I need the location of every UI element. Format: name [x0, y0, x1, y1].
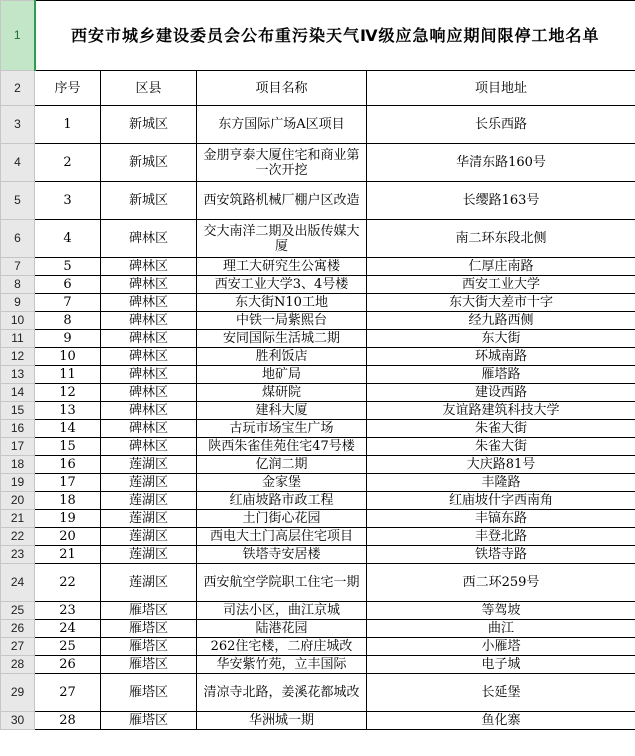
cell-project-address[interactable]: 仁厚庄南路 [367, 258, 635, 276]
cell-district[interactable]: 雁塔区 [101, 656, 197, 674]
row-number[interactable]: 28 [1, 656, 35, 674]
table-row [1, 492, 635, 510]
cell-district[interactable]: 莲湖区 [101, 564, 197, 602]
cell-project-name[interactable]: 西电大土门高层住宅项目 [197, 528, 367, 546]
table-row [1, 510, 635, 528]
row-number[interactable]: 27 [1, 638, 35, 656]
cell-project-name[interactable]: 西安筑路机械厂棚户区改造 [197, 182, 367, 220]
cell-district[interactable]: 莲湖区 [101, 546, 197, 564]
row-number[interactable]: 23 [1, 546, 35, 564]
cell-project-address[interactable]: 鱼化寨 [367, 712, 635, 730]
row-number[interactable]: 20 [1, 492, 35, 510]
row-number[interactable]: 21 [1, 510, 35, 528]
table-row [1, 384, 635, 402]
cell-district[interactable]: 碑林区 [101, 312, 197, 330]
cell-project-name[interactable]: 安同国际生活城二期 [197, 330, 367, 348]
row-number[interactable]: 4 [1, 144, 35, 182]
row-number[interactable]: 7 [1, 258, 35, 276]
cell-project-address[interactable]: 长延堡 [367, 674, 635, 712]
cell-no[interactable]: 3 [35, 182, 101, 220]
row-number[interactable]: 24 [1, 564, 35, 602]
row-number[interactable]: 22 [1, 528, 35, 546]
cell-no[interactable]: 6 [35, 276, 101, 294]
cell-no[interactable]: 8 [35, 312, 101, 330]
table-row [1, 712, 635, 730]
table-row [1, 258, 635, 276]
page-title[interactable]: 西安市城乡建设委员会公布重污染天气Ⅳ级应急响应期间限停工地名单 [35, 1, 635, 71]
table-row [1, 656, 635, 674]
cell-district[interactable]: 碑林区 [101, 384, 197, 402]
cell-district[interactable]: 碑林区 [101, 366, 197, 384]
cell-district[interactable]: 雁塔区 [101, 602, 197, 620]
cell-no[interactable]: 26 [35, 656, 101, 674]
cell-project-address[interactable]: 小雁塔 [367, 638, 635, 656]
table-row [1, 402, 635, 420]
cell-project-name[interactable]: 金家堡 [197, 474, 367, 492]
cell-project-address[interactable]: 东大街 [367, 330, 635, 348]
header-project-address[interactable]: 项目地址 [367, 71, 635, 106]
cell-project-name[interactable]: 建科大厦 [197, 402, 367, 420]
table-row [1, 602, 635, 620]
row-number[interactable]: 18 [1, 456, 35, 474]
cell-no[interactable]: 21 [35, 546, 101, 564]
row-number[interactable]: 11 [1, 330, 35, 348]
cell-project-address[interactable]: 电子城 [367, 656, 635, 674]
cell-project-name[interactable]: 地矿局 [197, 366, 367, 384]
table-row [1, 144, 635, 182]
cell-no[interactable]: 1 [35, 106, 101, 144]
header-no[interactable]: 序号 [35, 71, 101, 106]
cell-project-address[interactable]: 丰隆路 [367, 474, 635, 492]
cell-no[interactable]: 27 [35, 674, 101, 712]
cell-project-address[interactable]: 大庆路81号 [367, 456, 635, 474]
title-row [1, 1, 635, 71]
cell-no[interactable]: 19 [35, 510, 101, 528]
cell-district[interactable]: 碑林区 [101, 276, 197, 294]
table-row [1, 106, 635, 144]
cell-no[interactable]: 15 [35, 438, 101, 456]
cell-no[interactable]: 4 [35, 220, 101, 258]
cell-no[interactable]: 10 [35, 348, 101, 366]
cell-project-address[interactable]: 友谊路建筑科技大学 [367, 402, 635, 420]
cell-no[interactable]: 9 [35, 330, 101, 348]
cell-district[interactable]: 碑林区 [101, 402, 197, 420]
cell-no[interactable]: 11 [35, 366, 101, 384]
cell-project-address[interactable]: 丰登北路 [367, 528, 635, 546]
row-number[interactable]: 8 [1, 276, 35, 294]
cell-district[interactable]: 新城区 [101, 144, 197, 182]
row-number[interactable]: 6 [1, 220, 35, 258]
cell-project-address[interactable]: 环城南路 [367, 348, 635, 366]
header-row [1, 71, 635, 106]
cell-no[interactable]: 23 [35, 602, 101, 620]
table-row [1, 546, 635, 564]
row-number[interactable]: 10 [1, 312, 35, 330]
cell-no[interactable]: 5 [35, 258, 101, 276]
cell-project-name[interactable]: 古玩市场宝生广场 [197, 420, 367, 438]
cell-project-name[interactable]: 清凉寺北路，姜溪花都城改 [197, 674, 367, 712]
row-number[interactable]: 19 [1, 474, 35, 492]
cell-district[interactable]: 莲湖区 [101, 456, 197, 474]
row-number[interactable]: 17 [1, 438, 35, 456]
cell-project-address[interactable]: 建设西路 [367, 384, 635, 402]
cell-project-name[interactable]: 煤研院 [197, 384, 367, 402]
cell-project-name[interactable]: 铁塔寺安居楼 [197, 546, 367, 564]
cell-district[interactable]: 碑林区 [101, 420, 197, 438]
cell-district[interactable]: 碑林区 [101, 438, 197, 456]
cell-project-name[interactable]: 中铁一局紫熙台 [197, 312, 367, 330]
cell-project-name[interactable]: 交大南洋二期及出版传媒大厦 [197, 220, 367, 258]
cell-no[interactable]: 22 [35, 564, 101, 602]
row-number[interactable]: 15 [1, 402, 35, 420]
cell-project-address[interactable]: 铁塔寺路 [367, 546, 635, 564]
table-row [1, 638, 635, 656]
table-row [1, 528, 635, 546]
cell-no[interactable]: 12 [35, 384, 101, 402]
cell-no[interactable]: 14 [35, 420, 101, 438]
table-row [1, 276, 635, 294]
cell-district[interactable]: 雁塔区 [101, 638, 197, 656]
cell-project-address[interactable]: 等驾坡 [367, 602, 635, 620]
row-number[interactable]: 9 [1, 294, 35, 312]
cell-project-name[interactable]: 司法小区，曲江京城 [197, 602, 367, 620]
table-row [1, 620, 635, 638]
cell-project-name[interactable]: 262住宅楼，二府庄城改 [197, 638, 367, 656]
header-project-name[interactable]: 项目名称 [197, 71, 367, 106]
cell-district[interactable]: 新城区 [101, 182, 197, 220]
cell-no[interactable]: 7 [35, 294, 101, 312]
table-row [1, 674, 635, 712]
cell-project-name[interactable]: 东方国际广场A区项目 [197, 106, 367, 144]
table-row [1, 182, 635, 220]
header-district[interactable]: 区县 [101, 71, 197, 106]
cell-project-address[interactable]: 西二环259号 [367, 564, 635, 602]
row-number[interactable]: 30 [1, 712, 35, 730]
row-number[interactable]: 14 [1, 384, 35, 402]
table-row [1, 474, 635, 492]
cell-project-address[interactable]: 华清东路160号 [367, 144, 635, 182]
cell-district[interactable]: 莲湖区 [101, 510, 197, 528]
cell-district[interactable]: 新城区 [101, 106, 197, 144]
table-row [1, 312, 635, 330]
cell-no[interactable]: 17 [35, 474, 101, 492]
cell-project-address[interactable]: 东大街大差市十字 [367, 294, 635, 312]
cell-no[interactable]: 24 [35, 620, 101, 638]
cell-district[interactable]: 碑林区 [101, 220, 197, 258]
cell-district[interactable]: 碑林区 [101, 330, 197, 348]
row-number[interactable]: 12 [1, 348, 35, 366]
cell-project-name[interactable]: 胜利饭店 [197, 348, 367, 366]
cell-project-address[interactable]: 曲江 [367, 620, 635, 638]
table-row [1, 294, 635, 312]
row-number[interactable]: 1 [1, 1, 35, 71]
cell-district[interactable]: 碑林区 [101, 258, 197, 276]
table-row [1, 420, 635, 438]
cell-district[interactable]: 莲湖区 [101, 528, 197, 546]
cell-project-name[interactable]: 东大街N10工地 [197, 294, 367, 312]
cell-no[interactable]: 20 [35, 528, 101, 546]
cell-project-address[interactable]: 雁塔路 [367, 366, 635, 384]
table-row [1, 438, 635, 456]
row-number[interactable]: 13 [1, 366, 35, 384]
cell-project-address[interactable]: 西安工业大学 [367, 276, 635, 294]
cell-project-name[interactable]: 红庙坡路市政工程 [197, 492, 367, 510]
cell-project-address[interactable]: 丰镐东路 [367, 510, 635, 528]
cell-district[interactable]: 雁塔区 [101, 712, 197, 730]
cell-no[interactable]: 16 [35, 456, 101, 474]
cell-district[interactable]: 碑林区 [101, 294, 197, 312]
table-row [1, 366, 635, 384]
cell-project-address[interactable]: 长乐西路 [367, 106, 635, 144]
row-number[interactable]: 2 [1, 71, 35, 106]
table-row [1, 456, 635, 474]
row-number[interactable]: 25 [1, 602, 35, 620]
cell-project-name[interactable]: 华洲城一期 [197, 712, 367, 730]
cell-project-name[interactable]: 华安紫竹苑，立丰国际 [197, 656, 367, 674]
row-number[interactable]: 3 [1, 106, 35, 144]
cell-project-name[interactable]: 土门街心花园 [197, 510, 367, 528]
table-row [1, 348, 635, 366]
cell-project-name[interactable]: 西安航空学院职工住宅一期 [197, 564, 367, 602]
table-row [1, 330, 635, 348]
row-number[interactable]: 26 [1, 620, 35, 638]
cell-project-name[interactable]: 陕西朱雀佳苑住宅47号楼 [197, 438, 367, 456]
cell-project-address[interactable]: 朱雀大街 [367, 420, 635, 438]
row-number[interactable]: 5 [1, 182, 35, 220]
cell-district[interactable]: 莲湖区 [101, 474, 197, 492]
cell-project-address[interactable]: 经九路西侧 [367, 312, 635, 330]
cell-district[interactable]: 碑林区 [101, 348, 197, 366]
cell-project-address[interactable]: 长缨路163号 [367, 182, 635, 220]
cell-project-address[interactable]: 红庙坡什字西南角 [367, 492, 635, 510]
cell-project-address[interactable]: 南二环东段北侧 [367, 220, 635, 258]
cell-no[interactable]: 25 [35, 638, 101, 656]
table-row [1, 564, 635, 602]
cell-no[interactable]: 18 [35, 492, 101, 510]
cell-project-name[interactable]: 亿润二期 [197, 456, 367, 474]
cell-project-name[interactable]: 西安工业大学3、4号楼 [197, 276, 367, 294]
cell-project-name[interactable]: 金朋亨泰大厦住宅和商业第一次开挖 [197, 144, 367, 182]
cell-no[interactable]: 28 [35, 712, 101, 730]
cell-project-address[interactable]: 朱雀大街 [367, 438, 635, 456]
cell-no[interactable]: 2 [35, 144, 101, 182]
cell-district[interactable]: 莲湖区 [101, 492, 197, 510]
cell-project-name[interactable]: 陆港花园 [197, 620, 367, 638]
table-row [1, 220, 635, 258]
row-number[interactable]: 29 [1, 674, 35, 712]
cell-project-name[interactable]: 理工大研究生公寓楼 [197, 258, 367, 276]
cell-no[interactable]: 13 [35, 402, 101, 420]
row-number[interactable]: 16 [1, 420, 35, 438]
cell-district[interactable]: 雁塔区 [101, 620, 197, 638]
cell-district[interactable]: 雁塔区 [101, 674, 197, 712]
